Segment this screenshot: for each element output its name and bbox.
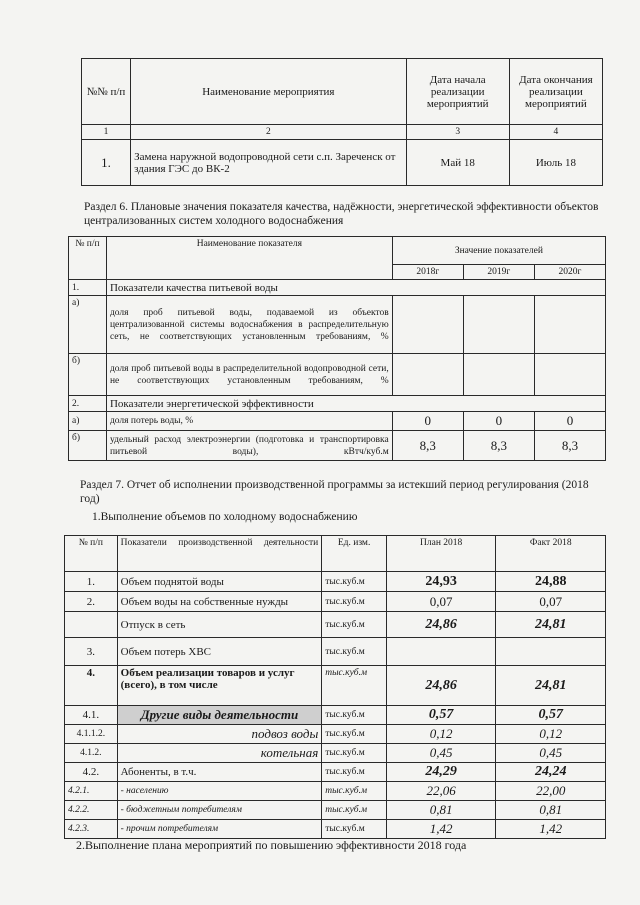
col-number: 4 bbox=[509, 125, 602, 140]
row-num: 4.2.3. bbox=[65, 820, 118, 839]
row-group-title: Показатели качества питьевой воды bbox=[106, 280, 605, 296]
row-plan: 0,07 bbox=[386, 592, 496, 612]
row-value: 0 bbox=[534, 412, 605, 431]
row-value: 8,3 bbox=[392, 431, 463, 461]
row-plan: 1,42 bbox=[386, 820, 496, 839]
row-num: 4.2.1. bbox=[65, 782, 118, 801]
row-indicator: Абоненты, в т.ч. bbox=[117, 763, 322, 782]
row-unit: тыс.куб.м bbox=[322, 801, 387, 820]
table-row bbox=[69, 431, 606, 461]
table-row bbox=[65, 706, 606, 725]
row-num: 1. bbox=[65, 572, 118, 592]
row-plan: 0,12 bbox=[386, 725, 496, 744]
row-unit: тыс.куб.м bbox=[322, 782, 387, 801]
row-indicator: Объем реализации товаров и услуг (всего), в том числе bbox=[117, 666, 322, 706]
row-fact: 0,57 bbox=[496, 706, 606, 725]
row-value: 0 bbox=[463, 412, 534, 431]
row-start-date: Май 18 bbox=[406, 140, 509, 186]
row-fact bbox=[496, 638, 606, 666]
header-year: 2018г bbox=[392, 265, 463, 280]
row-fact: 24,88 bbox=[496, 572, 606, 592]
row-value bbox=[534, 354, 605, 396]
row-fact: 24,81 bbox=[496, 612, 606, 638]
row-num: 4. bbox=[65, 666, 118, 706]
row-indicator: - бюджетным потребителям bbox=[117, 801, 322, 820]
table-row bbox=[69, 296, 606, 354]
row-plan: 24,29 bbox=[386, 763, 496, 782]
row-unit: тыс.куб.м bbox=[322, 592, 387, 612]
row-num: 2. bbox=[65, 592, 118, 612]
row-num bbox=[65, 612, 118, 638]
row-num: 4.1.2. bbox=[65, 744, 118, 763]
row-value bbox=[392, 296, 463, 354]
row-num: 2. bbox=[69, 396, 107, 412]
section-7-title: Раздел 7. Отчет об исполнении производственной программы за истекший период регулирования (2018 год) bbox=[80, 479, 589, 505]
row-num: 4.2.2. bbox=[65, 801, 118, 820]
row-value: 8,3 bbox=[534, 431, 605, 461]
row-plan: 22,06 bbox=[386, 782, 496, 801]
header-year: 2019г bbox=[463, 265, 534, 280]
header-event-name: Наименование мероприятия bbox=[131, 59, 407, 125]
table-row bbox=[69, 412, 606, 431]
row-value bbox=[534, 296, 605, 354]
header-plan: План 2018 bbox=[386, 536, 496, 572]
row-indicator: Объем поднятой воды bbox=[117, 572, 322, 592]
row-unit: тыс.куб.м bbox=[322, 820, 387, 839]
table-row bbox=[65, 666, 606, 706]
row-value: 0 bbox=[392, 412, 463, 431]
row-plan bbox=[386, 638, 496, 666]
volumes-table bbox=[64, 535, 606, 839]
section-7-item-2: 2.Выполнение плана мероприятий по повышению эффективности 2018 года bbox=[76, 838, 467, 852]
table-row bbox=[65, 725, 606, 744]
row-unit: тыс.куб.м bbox=[322, 763, 387, 782]
table-row bbox=[65, 638, 606, 666]
row-fact: 1,42 bbox=[496, 820, 606, 839]
row-num: б) bbox=[69, 354, 107, 396]
indicators-table bbox=[68, 236, 606, 461]
header-fact: Факт 2018 bbox=[496, 536, 606, 572]
row-plan: 24,86 bbox=[386, 666, 496, 706]
row-indicator: Другие виды деятельности bbox=[117, 706, 322, 725]
row-indicator: Объем потерь ХВС bbox=[117, 638, 322, 666]
row-plan: 24,93 bbox=[386, 572, 496, 592]
header-num: №№ п/п bbox=[82, 59, 131, 125]
section-6-title: Раздел 6. Плановые значения показателя качества, надёжности, энергетической эффективности объектов централизованных систем холодного водоснабжения bbox=[84, 201, 599, 227]
table-row bbox=[65, 572, 606, 592]
row-plan: 0,45 bbox=[386, 744, 496, 763]
header-values: Значение показателей bbox=[392, 237, 605, 265]
row-num: 3. bbox=[65, 638, 118, 666]
row-fact: 0,81 bbox=[496, 801, 606, 820]
row-indicator: Отпуск в сеть bbox=[117, 612, 322, 638]
row-value bbox=[463, 354, 534, 396]
row-num: а) bbox=[69, 296, 107, 354]
row-value: 8,3 bbox=[463, 431, 534, 461]
header-unit: Ед. изм. bbox=[322, 536, 387, 572]
section-7-subtitle: 1.Выполнение объемов по холодному водоснабжению bbox=[92, 511, 358, 523]
col-number: 2 bbox=[131, 125, 407, 140]
row-indicator-name: удельный расход электроэнергии (подготовка и транспортировка питьевой воды), кВтч/куб.м bbox=[106, 431, 392, 461]
row-indicator: - населению bbox=[117, 782, 322, 801]
row-unit: тыс.куб.м bbox=[322, 638, 387, 666]
row-unit: тыс.куб.м bbox=[322, 725, 387, 744]
row-unit: тыс.куб.м bbox=[322, 666, 387, 706]
header-num: № п/п bbox=[69, 237, 107, 280]
row-indicator: котельная bbox=[117, 744, 322, 763]
table-row bbox=[65, 782, 606, 801]
table-row bbox=[65, 801, 606, 820]
row-unit: тыс.куб.м bbox=[322, 572, 387, 592]
table-row bbox=[65, 820, 606, 839]
table-row bbox=[69, 354, 606, 396]
table-row bbox=[69, 280, 606, 296]
header-num: № п/п bbox=[65, 536, 118, 572]
row-fact: 22,00 bbox=[496, 782, 606, 801]
table-row bbox=[82, 140, 603, 186]
col-number: 1 bbox=[82, 125, 131, 140]
row-indicator-name: доля потерь воды, % bbox=[106, 412, 392, 431]
header-start-date: Дата начала реализации мероприятий bbox=[406, 59, 509, 125]
row-indicator: подвоз воды bbox=[117, 725, 322, 744]
row-plan: 0,81 bbox=[386, 801, 496, 820]
row-num: 4.1.1.2. bbox=[65, 725, 118, 744]
row-group-title: Показатели энергетической эффективности bbox=[106, 396, 605, 412]
header-year: 2020г bbox=[534, 265, 605, 280]
row-indicator: Объем воды на собственные нужды bbox=[117, 592, 322, 612]
row-num: 1. bbox=[82, 140, 131, 186]
row-unit: тыс.куб.м bbox=[322, 706, 387, 725]
row-plan: 0,57 bbox=[386, 706, 496, 725]
row-event-name: Замена наружной водопроводной сети с.п. Зареченск от здания ГЭС до ВК-2 bbox=[131, 140, 407, 186]
row-num: 4.2. bbox=[65, 763, 118, 782]
events-table bbox=[81, 58, 603, 186]
row-plan: 24,86 bbox=[386, 612, 496, 638]
row-indicator-name: доля проб питьевой воды в распределительной водопроводной сети, не соответствующих установленным требованиям, % bbox=[106, 354, 392, 396]
header-indicator-name: Наименование показателя bbox=[106, 237, 392, 280]
row-unit: тыс.куб.м bbox=[322, 612, 387, 638]
row-fact: 24,81 bbox=[496, 666, 606, 706]
row-fact: 0,45 bbox=[496, 744, 606, 763]
table-row bbox=[65, 592, 606, 612]
table-row bbox=[65, 763, 606, 782]
row-num: а) bbox=[69, 412, 107, 431]
row-indicator: - прочим потребителям bbox=[117, 820, 322, 839]
row-unit: тыс.куб.м bbox=[322, 744, 387, 763]
row-indicator-name: доля проб питьевой воды, подаваемой из объектов централизованной системы водоснабжения в распределительную сеть, не соответствующих установленным требованиям, % bbox=[106, 296, 392, 354]
row-value bbox=[463, 296, 534, 354]
col-number: 3 bbox=[406, 125, 509, 140]
header-end-date: Дата окончания реализации мероприятий bbox=[509, 59, 602, 125]
row-num: 1. bbox=[69, 280, 107, 296]
row-value bbox=[392, 354, 463, 396]
table-row bbox=[69, 396, 606, 412]
table-row bbox=[65, 612, 606, 638]
row-num: 4.1. bbox=[65, 706, 118, 725]
table-row bbox=[65, 744, 606, 763]
header-indicator: Показатели производственной деятельности bbox=[117, 536, 322, 572]
row-end-date: Июль 18 bbox=[509, 140, 602, 186]
row-fact: 0,07 bbox=[496, 592, 606, 612]
row-num: б) bbox=[69, 431, 107, 461]
row-fact: 24,24 bbox=[496, 763, 606, 782]
row-fact: 0,12 bbox=[496, 725, 606, 744]
